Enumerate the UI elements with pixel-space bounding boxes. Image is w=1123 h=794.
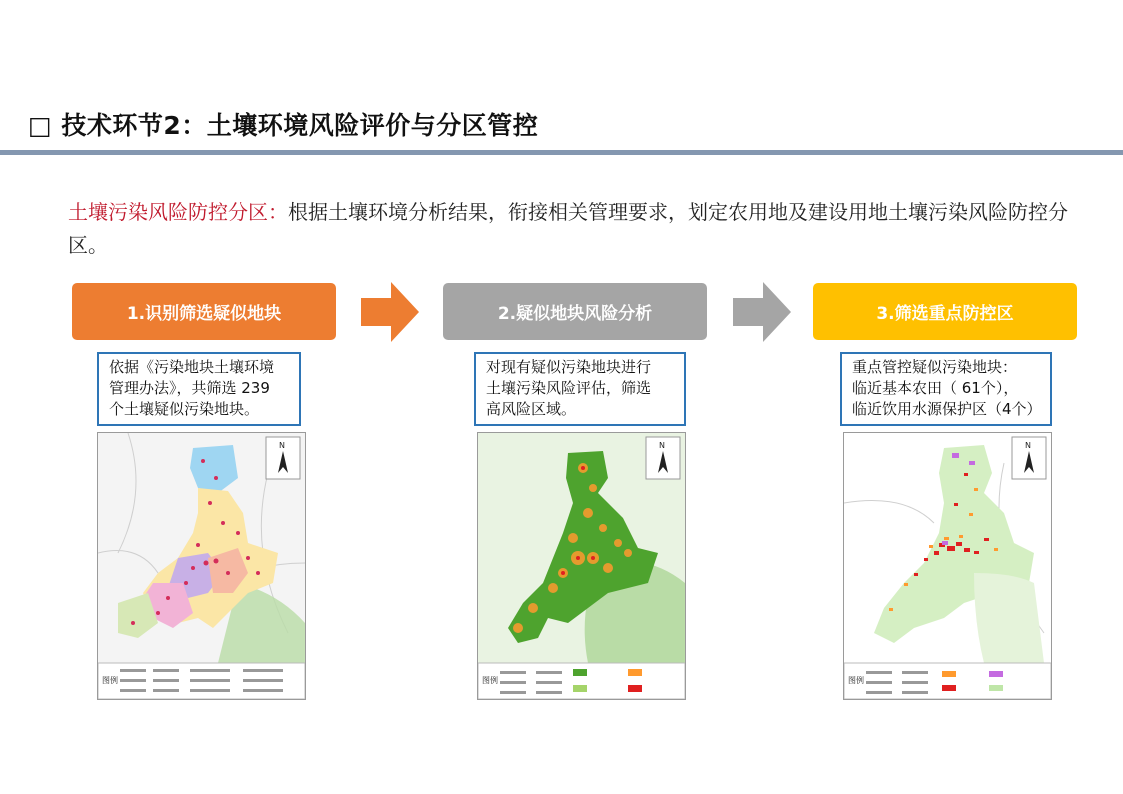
map-suspected-sites	[97, 432, 306, 700]
title-divider	[0, 150, 1123, 155]
legend-title: 图例	[102, 676, 118, 685]
map-risk-analysis	[477, 432, 686, 700]
north-label: N	[659, 441, 665, 450]
description-line: 管理办法》，共筛选 239	[109, 379, 270, 397]
description-line: 高风险区域。	[486, 400, 577, 418]
intro-highlight: 土壤污染风险防控分区：	[68, 200, 288, 224]
description-line: 重点管控疑似污染地块：	[852, 358, 1018, 376]
description-line: 依据《污染地块土壤环境	[109, 358, 275, 376]
legend-title: 图例	[482, 676, 498, 685]
description-line: 对现有疑似污染地块进行	[486, 358, 652, 376]
step-3-key-zones: 3.筛选重点防控区	[813, 283, 1077, 340]
description-box-1	[97, 352, 301, 426]
description-line: 个土壤疑似污染地块。	[109, 400, 260, 418]
arrow-right-icon	[361, 282, 421, 342]
map-key-control-zones	[843, 432, 1052, 700]
legend-title: 图例	[848, 676, 864, 685]
page-title: □ 技术环节2：土壤环境风险评价与分区管控	[28, 111, 539, 140]
north-label: N	[279, 441, 285, 450]
arrow-right-icon	[733, 282, 793, 342]
intro-text: 根据土壤环境分析结果，衔接相关管理要求，划定农用地及建设用地土壤污染风险防控分区。	[68, 200, 1068, 257]
step-2-risk-analysis: 2.疑似地块风险分析	[443, 283, 707, 340]
north-label: N	[1025, 441, 1031, 450]
step-1-identify: 1.识别筛选疑似地块	[72, 283, 336, 340]
description-line: 临近基本农田（ 61个），	[852, 379, 1019, 397]
description-box-2	[474, 352, 686, 426]
description-line: 土壤污染风险评估，筛选	[486, 379, 652, 397]
description-line: 临近饮用水源保护区（4个）	[852, 400, 1042, 418]
description-box-3	[840, 352, 1052, 426]
intro-paragraph	[68, 196, 1088, 262]
